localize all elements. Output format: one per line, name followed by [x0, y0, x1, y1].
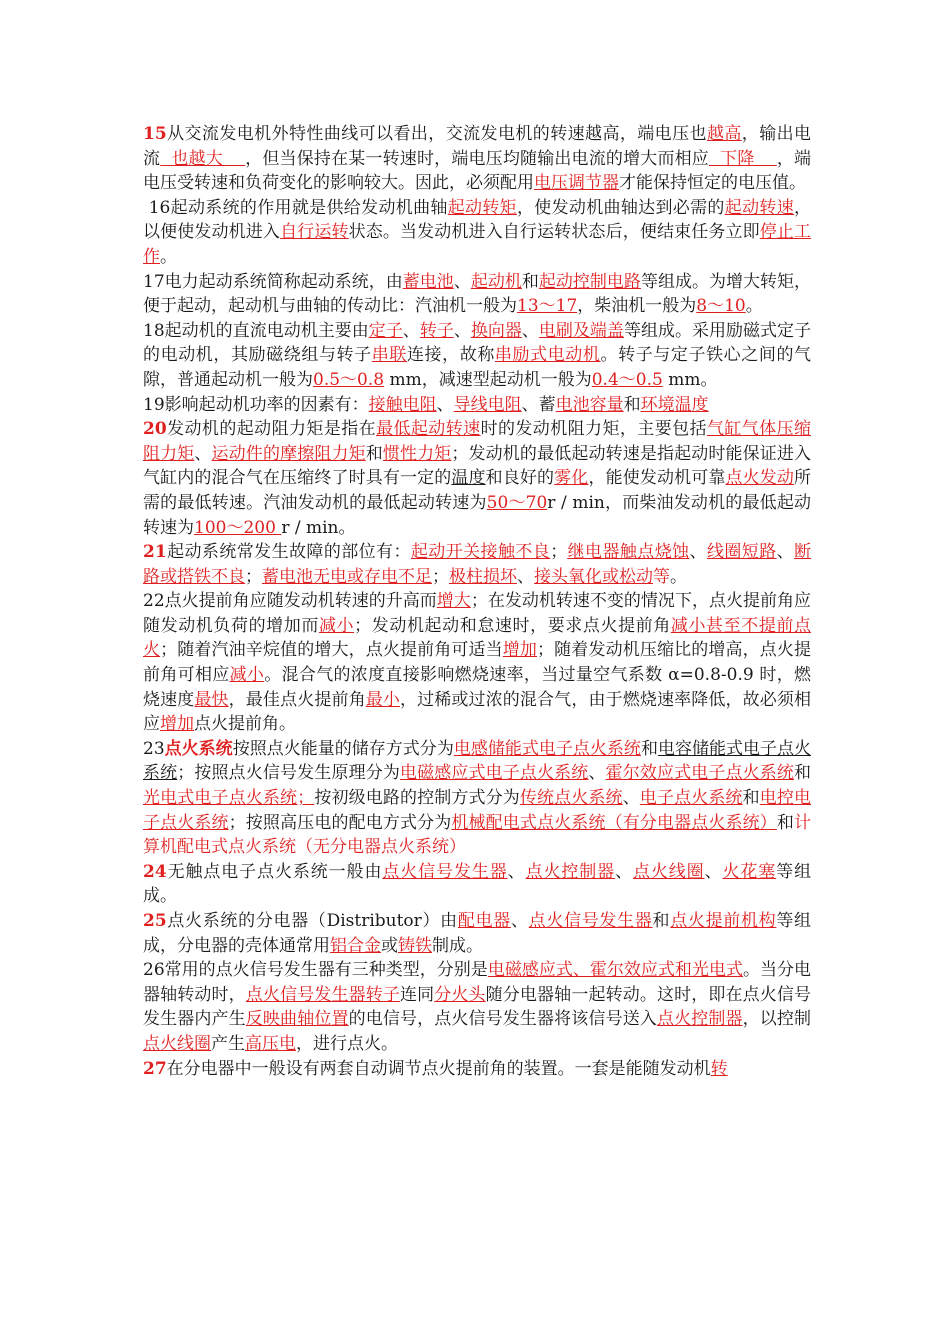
text-run: 等组成，分电器的壳体通常用 — [143, 911, 812, 956]
text-run: 点火信号发生器 — [528, 911, 653, 931]
text-run: 点火线圈 — [632, 861, 705, 882]
text-run: 线圈短路 — [706, 542, 777, 563]
paragraph — [143, 270, 811, 319]
text-run: 点火系统的分电器（Distributor）由 — [166, 911, 458, 931]
text-run: 配电器 — [457, 911, 511, 931]
text-run: 和 — [652, 911, 671, 931]
text-run: 电刷及端盖 — [538, 320, 624, 341]
paragraph — [143, 540, 811, 589]
text-run: 减小 — [229, 665, 265, 686]
paragraph — [143, 737, 811, 860]
text-run: 50～70 — [486, 492, 548, 513]
text-run: 火花塞 — [722, 861, 777, 882]
text-run: 从交流发电机外特性曲线可以看出，交流发电机的转速越高，端电压也 — [166, 124, 707, 144]
text-run: 发动机的起动阻力矩是指在 — [166, 419, 377, 440]
text-run: 18起动机的直流电动机主要由 — [143, 320, 369, 341]
text-run: 断路或搭铁不良 — [143, 542, 812, 587]
text-run: ； — [245, 566, 262, 587]
text-run: 下降 — [708, 148, 777, 169]
text-run: 机械配电式点火系统（有分电器点火系统） — [451, 812, 777, 833]
text-run: ，以便使发动机进入 — [143, 197, 812, 243]
text-run: 起动机 — [470, 271, 522, 292]
text-run: 温度 — [451, 468, 486, 489]
paragraph — [143, 393, 811, 418]
text-run: 等 — [653, 566, 670, 587]
text-run: 。混合气的浓度直接影响燃烧速率，当过量空气系数 α=0.8-0.9 时，燃烧速度 — [143, 665, 812, 710]
text-run: 。 — [160, 246, 177, 267]
text-run: 和 — [794, 763, 812, 784]
text-run: 起动开关接触不良 — [410, 542, 551, 563]
text-run: 13～17 — [517, 296, 578, 317]
text-run: 分火头 — [434, 984, 486, 1005]
text-run: 24 — [143, 861, 167, 882]
text-run: 。当分电器轴转动时， — [143, 960, 812, 1005]
text-run: 的电信号，点火信号发生器将该信号送入 — [348, 1009, 657, 1030]
text-run: r / min。 — [281, 517, 356, 538]
text-run: 、 — [436, 394, 454, 415]
text-run: ，柴油机一般为 — [577, 296, 697, 317]
text-run: r / min，而柴油发动机的最低起动转速为 — [143, 492, 812, 538]
text-run: 起动控制电路 — [538, 271, 641, 292]
text-run: 计算机配电式点火系统（无分电器点火系统） — [143, 812, 812, 858]
text-run: ，最佳点火提前角 — [228, 689, 366, 710]
text-run: 、 — [588, 763, 606, 784]
text-run: 增加 — [502, 640, 538, 661]
text-run: 电磁感应式、霍尔效应式和光电式 — [487, 960, 743, 981]
text-run: 起动转矩 — [447, 197, 517, 218]
paragraph — [143, 196, 811, 270]
text-run: ；按照点火信号发生原理分为 — [177, 763, 400, 784]
text-run: 也越大 — [160, 148, 246, 169]
text-run: 、 — [704, 861, 723, 882]
text-run: 环境温度 — [640, 394, 709, 415]
text-run: 点火发动 — [725, 468, 795, 489]
text-run: ，以控制 — [742, 1009, 812, 1030]
text-run: 产生 — [211, 1033, 245, 1054]
text-run: 或 — [381, 935, 398, 956]
text-run: 点火控制器 — [525, 861, 616, 882]
text-run: ；随着汽油辛烷值的增大，点火提前角可适当 — [160, 640, 503, 661]
text-run: 换向器 — [470, 320, 522, 341]
text-run: 、 — [622, 788, 640, 809]
text-run: 等组成。采用励磁式定子的电动机，其励磁绕组与转子 — [143, 320, 812, 366]
text-run: 23 — [143, 738, 165, 759]
text-run: 接触电阻 — [368, 394, 437, 415]
text-run: 蓄电池 — [402, 271, 454, 292]
text-run: 增大 — [436, 591, 471, 612]
text-run: 点火线圈 — [143, 1033, 211, 1054]
text-run: 8～10 — [696, 296, 746, 317]
text-run: 电控电子点火系统 — [143, 788, 812, 833]
text-run: ，过稀或过浓的混合气，由于燃烧速率降低，故必须相应 — [143, 689, 812, 735]
text-run: ；在发动机转速不变的情况下，点火提前角应随发动机负荷的增加而 — [143, 591, 812, 636]
text-run: 和 — [623, 394, 641, 415]
text-run: 26常用的点火信号发生器有三种类型，分别是 — [143, 960, 488, 981]
text-run: 27 — [143, 1058, 167, 1079]
text-run: 和 — [640, 738, 658, 759]
text-run: 20 — [143, 419, 167, 440]
text-run: 连同 — [399, 984, 435, 1005]
text-run: 。 — [670, 566, 687, 587]
text-run: 状态。当发动机进入自行运转状态后，便结束任务立即 — [348, 222, 760, 243]
text-run: 、 — [510, 911, 529, 931]
paragraph — [143, 1057, 811, 1082]
text-run: 继电器触点烧蚀 — [567, 542, 690, 563]
text-run: 、 — [521, 320, 539, 341]
text-run: 电子点火系统 — [639, 788, 743, 809]
paragraph — [143, 909, 811, 958]
text-run: 、 — [615, 861, 633, 882]
text-run: 随分电器轴一起转动。这时，即在点火信号发生器内产生 — [143, 984, 812, 1030]
text-run: 起动转速 — [724, 197, 795, 218]
text-run: 19影响起动机功率的因素有： — [143, 394, 369, 415]
text-run: 电感储能式电子点火系统 — [453, 738, 641, 759]
text-run: 接头氧化或松动 — [534, 566, 653, 587]
text-run: 减小甚至不提前点火 — [143, 615, 812, 661]
text-run: ，进行点火。 — [296, 1033, 398, 1054]
paragraph — [143, 417, 811, 540]
text-run: 铸铁 — [398, 935, 432, 956]
text-run: ，能使发动机可靠 — [588, 468, 726, 489]
text-run: ； — [550, 542, 568, 563]
text-run: 减小 — [318, 615, 355, 636]
text-run: 起动系统常发生故障的部位有： — [166, 542, 411, 563]
text-run: 0.5～0.8 — [313, 369, 385, 390]
text-run: 、 — [689, 542, 707, 563]
text-run: 。转子与定子铁心之间的气隙，普通起动机一般为 — [143, 345, 812, 390]
text-run: mm。 — [662, 369, 718, 390]
text-run: 、 — [517, 566, 534, 587]
paragraph — [143, 122, 811, 196]
text-run: 最小 — [365, 689, 400, 710]
text-run: 等组成。 — [143, 861, 812, 907]
text-run: 转 — [710, 1058, 728, 1079]
text-run: 时的发动机阻力矩，主要包括 — [480, 419, 707, 440]
text-run: 15 — [143, 124, 167, 144]
text-run: 高压电 — [245, 1033, 296, 1054]
text-run: ，输出电流 — [143, 124, 812, 169]
text-run: 按照点火能量的储存方式分为 — [232, 738, 454, 759]
paragraph — [143, 589, 811, 737]
text-run: 串励式电动机 — [494, 345, 601, 366]
text-run: ，端电压受转速和负荷变化的影响较大。因此，必须配用 — [143, 148, 812, 194]
text-run: 制成。 — [432, 935, 483, 956]
text-run: 增加 — [160, 714, 194, 735]
text-run: 点火系统 — [164, 738, 233, 759]
text-run: 电压调节器 — [534, 173, 619, 194]
text-run: ； — [432, 566, 449, 587]
text-run: 霍尔效应式电子点火系统 — [605, 763, 795, 784]
text-run: 电磁感应式电子点火系统 — [399, 763, 589, 784]
text-run: 22点火提前角应随发动机转速的升高而 — [143, 591, 437, 612]
text-run: mm，减速型起动机一般为 — [384, 369, 592, 390]
paragraph — [143, 319, 811, 393]
text-run: 串联 — [371, 345, 407, 366]
text-run: 雾化 — [554, 468, 589, 489]
text-run: 惯性力矩 — [382, 443, 452, 464]
text-run: 才能保持恒定的电压值。 — [619, 173, 806, 194]
text-run: 转子 — [419, 320, 454, 341]
text-run: 、 — [453, 271, 471, 292]
text-run: 光电式电子点火系统； — [143, 788, 315, 809]
text-run: 和 — [521, 271, 539, 292]
text-run: 点火控制器 — [656, 1009, 743, 1030]
paragraph — [143, 860, 811, 909]
text-run: 气缸气体压缩阻力矩 — [143, 419, 812, 464]
document-body — [143, 122, 811, 1081]
text-run: 。 — [745, 296, 763, 317]
text-run: ；随着发动机压缩比的增高，点火提前角可相应 — [143, 640, 812, 686]
text-run: 极柱损坏 — [449, 566, 517, 587]
text-run: 16起动系统的作用就是供给发动机曲轴 — [143, 197, 448, 218]
text-run: 100～200 — [194, 517, 282, 538]
text-run: 在分电器中一般设有两套自动调节点火提前角的装置。一套是能随发动机 — [166, 1058, 711, 1079]
text-run: 越高 — [706, 124, 742, 144]
text-run: 和良好的 — [485, 468, 555, 489]
text-run: 最快 — [194, 689, 229, 710]
text-run: 、 — [453, 320, 471, 341]
text-run: ；按照高压电的配电方式分为 — [228, 812, 452, 833]
text-run: 和 — [365, 443, 383, 464]
text-run: 运动件的摩擦阻力矩 — [211, 443, 366, 464]
text-run: 25 — [143, 911, 167, 931]
text-run: 点火信号发生器 — [382, 861, 508, 882]
text-run: 、 — [402, 320, 420, 341]
text-run: 自行运转 — [280, 222, 349, 243]
paragraph — [143, 958, 811, 1056]
text-run: 点火信号发生器转子 — [245, 984, 400, 1005]
text-run: 、 — [194, 443, 212, 464]
text-run: 、蓄 — [521, 394, 556, 415]
text-run: 点火提前角。 — [194, 714, 296, 735]
text-run: 17电力起动系统简称起动系统，由 — [143, 271, 403, 292]
text-run: 、 — [776, 542, 795, 563]
text-run: ，使发动机曲轴达到必需的 — [516, 197, 725, 218]
text-run: 电池容量 — [555, 394, 624, 415]
text-run: 反映曲轴位置 — [245, 1009, 349, 1030]
text-run: ，但当保持在某一转速时，端电压均随输出电流的增大而相应 — [245, 148, 709, 169]
text-run: 传统点火系统 — [519, 788, 623, 809]
text-run: 0.4～0.5 — [591, 369, 663, 390]
text-run: 等组成。为增大转矩，便于起动，起动机与曲轴的传动比：汽油机一般为 — [143, 271, 812, 317]
text-run: 定子 — [368, 320, 403, 341]
text-run: 停止工作 — [143, 222, 812, 267]
text-run: ；发动机的最低起动转速是指起动时能保证进入气缸内的混合气在压缩终了时具有一定的 — [143, 443, 812, 489]
text-run: 铝合金 — [330, 935, 381, 956]
text-run: 21 — [143, 542, 167, 563]
text-run: 导线电阻 — [453, 394, 522, 415]
text-run: 所需的最低转速。汽油发动机的最低起动转速为 — [143, 468, 812, 513]
text-run: 、 — [507, 861, 526, 882]
text-run: ；发动机起动和怠速时，要求点火提前角 — [354, 615, 671, 636]
text-run: 蓄电池无电或存电不足 — [262, 566, 432, 587]
text-run: 和 — [776, 812, 795, 833]
text-run: 最低起动转速 — [376, 419, 481, 440]
text-run: 电容储能式电子点火系统 — [143, 738, 812, 784]
text-run: 无触点电子点火系统一般由 — [166, 861, 383, 882]
text-run: 连接，故称 — [406, 345, 495, 366]
text-run: 和 — [742, 788, 760, 809]
text-run: 按初级电路的控制方式分为 — [314, 788, 520, 809]
text-run: 点火提前机构 — [670, 911, 777, 931]
